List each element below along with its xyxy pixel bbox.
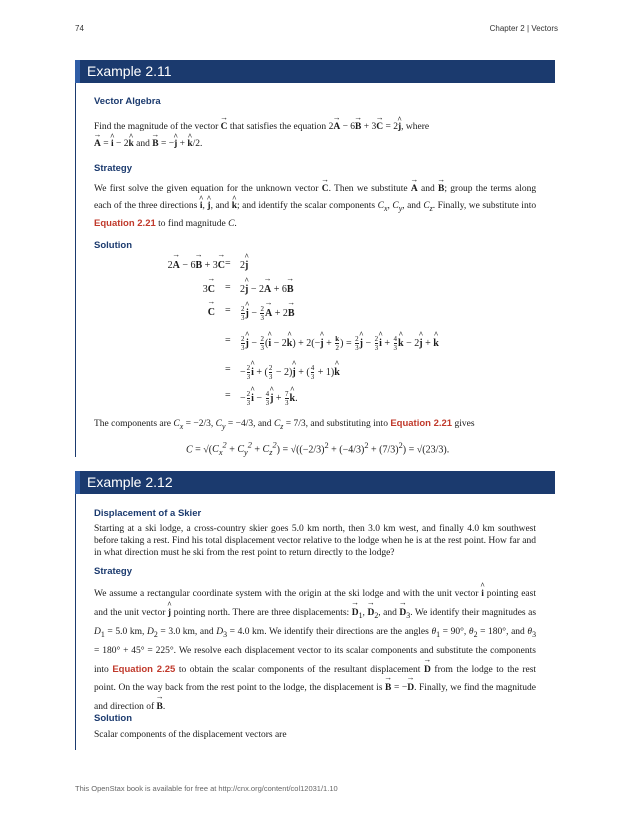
example-2-11-strategy: We first solve the given equation for the unknown vector → C. Then we substitute → A and → B; group the terms along each of the three directions ^ i, ^ j, and ^ k; and identify the scalar components $C_x$, $C_y$, and $C_z$. Finally, we substitute into Equation 2.21 to find magnitude C.	[94, 180, 536, 232]
example-2-12-strategy: We assume a rectangular coordinate system with the origin at the ski lodge and with the unit vector ^ i pointing east and the unit vector ^ j pointing north. There are three displacements: → $D_1$, → $D_2$, and → $D_3$. We identify their magnitudes as $D_1 = 5.0$ km, $D_2 = 3.0$ km, and $D_3 = 4.0$ km. We identify their directions are the angles $\theta_1 = 90^\circ$, $\theta_2 = 180^\circ$, and $\theta_3 = 180^\circ + 45^\circ = 225^\circ$. We resolve each displacement vector to its scalar components and substitute the components into Equation 2.25 to obtain the scalar components of the resultant displacement → D from the lodge to the rest point. On the way back from the rest point to the lodge, the displacement is → B = −→ D. Finally, we find the magnitude and direction of → B.	[94, 584, 536, 715]
example-2-11-subtitle: Vector Algebra	[94, 96, 161, 107]
example-2-12-subtitle: Displacement of a Skier	[94, 508, 202, 519]
example-2-12-solution: Scalar components of the displacement vectors are	[94, 730, 287, 740]
example-2-12-problem: Starting at a ski lodge, a cross-country skier goes 5.0 km north, then 3.0 km west, and finally 4.0 km southwest before taking a rest. Find his total displacement vector relative to the lodge when he is at the rest point. How far and in what direction must he ski from the rest point to return directly to the lodge?	[94, 524, 536, 558]
example-2-11-strategy-heading: Strategy	[94, 163, 133, 174]
example-2-12-title: Example 2.12	[75, 471, 555, 494]
example-2-12-solution-heading: Solution	[94, 713, 132, 724]
magnitude-equation: $C = √(C_x^2 + C_y^2 + C_z^2) = √((-2/3)^2 + (-4/3)^2 + (7/3)^2) = √(23/3)$.	[186, 441, 450, 458]
example-2-12-rule	[75, 494, 76, 750]
running-header: Chapter 2 | Vectors	[489, 24, 558, 33]
example-2-11-solution-heading: Solution	[94, 240, 132, 251]
page-number: 74	[75, 24, 84, 33]
footer: This OpenStax book is available for free at http://cnx.org/content/col12031/1.10	[75, 784, 338, 793]
example-2-12-strategy-heading: Strategy	[94, 566, 133, 577]
example-2-11-components: The components are $C_x = -2/3$, $C_y = -4/3$, and $C_z = 7/3$, and substituting into Equation 2.21 gives	[94, 418, 475, 431]
example-2-11-title: Example 2.11	[75, 60, 555, 83]
example-2-11-problem: Find the magnitude of the vector → C that satisfies the equation 2→ A − 6→ B + 3→ C = 2^ j, where → A = ^ i − 2^ k and → B = −^ j + ^ k/2.	[94, 118, 536, 152]
